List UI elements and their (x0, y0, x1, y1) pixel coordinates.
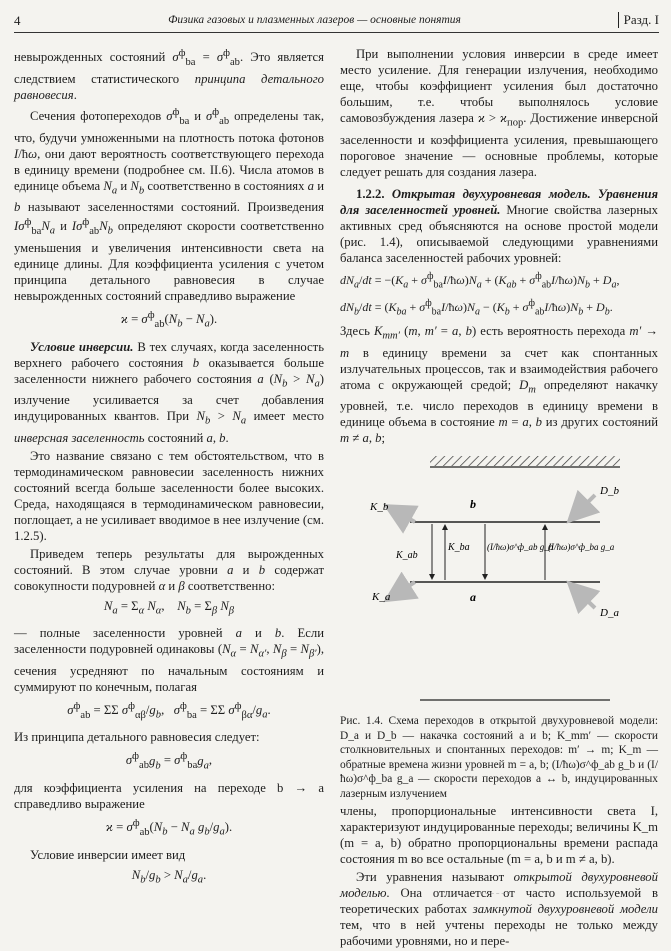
label-Ka: K_a (372, 591, 391, 604)
paragraph: Условие инверсии имеет вид (30, 848, 186, 863)
page-header (14, 9, 659, 35)
paragraph: Эти уравнения называют открытой двухуровневой моделью. Она отличается от часто используемой в теоретических работах замкнутой двухуровневой модели тем, что в ней учтены переходы не только между рабочими уровнями, но и пере- (340, 870, 658, 949)
paragraph: для коэффициента усиления на переходе b → a справедливо выражение (14, 781, 324, 812)
decay-arrow-a (390, 582, 415, 598)
page-mark (480, 889, 510, 894)
label-rate-ab: (I/ħω)σ^ф_ab g_b (487, 542, 554, 553)
paragraph: При выполнении условия инверсии в среде имеет место усиление. Для генерации излучения, необходимо еще, чтобы коэффициент усиления был достаточно большим, т.е. чтобы выполнялось условие самовозбуждения лазера $ϰ > ϰ_{пор}$. Достижение инверсной заселенности и коэффициента усиления, превышающего пороговое значение — основные проблемы, которые следует решать для создания лазера. (340, 47, 658, 179)
page-number: 4 (14, 13, 21, 28)
paragraph: Сечения фотопереходов $\sigma^ф_{ba}$ и $\sigma^ф_{ab}$ определены так, что, будучи умноженными на плотность потока фотонов I/ħω, они дают вероятность соответствующего перехода в единицу времени (подробнее см. II.6). Числа атомов в единице объема $N_a$ и $N_b$ соответственно в состояниях a и b называют заселенностями состояний. Произведения $I\sigma^ф_{ba}N_a$ и $I\sigma^ф_{ab}N_b$ определяют скорости соответственно уменьшения и увеличения интенсивности света на единице длины. Для коэффициента усиления с учетом принципа детального равновесия в случае невырожденных состояний справедливо выражение (14, 106, 325, 303)
pump-arrow-a (572, 586, 595, 608)
label-Db: D_b (600, 485, 619, 498)
right-column (340, 46, 658, 951)
section-text: Многие свойства лазерных активных сред объясняются на основе простой модели (рис. 1.4), описываемой следующими уравнениями баланса заселенностей рабочих уровней: (340, 202, 659, 265)
label-Da: D_a (600, 607, 619, 620)
label-rate-ba: (I/ħω)σ^ф_ba g_a (548, 542, 615, 553)
paragraph (340, 186, 658, 266)
paragraph: Условие инверсии. В тех случаях, когда заселенность верхнего рабочего состояния b оказывается больше заселенности нижнего рабочего состояния a $(N_b > N_a)$ излучение усиливается за счет добавления индуцированных квантов. При $N_b > N_a$ имеет место инверсная заселенность состояний a, b. (14, 339, 324, 445)
section-label: Разд. I (618, 12, 659, 28)
label-Kab: K_ab (396, 550, 418, 562)
label-Kba: K_ba (448, 542, 470, 554)
balance-equation-a: $dN_a/dt = -(K_a$ + $\sigma^ф_{ba}I/ħ\omega)N_a + (K_{ab}$ + $\sigma^ф_{ab}I/ħ\omega)N_b + D_a$, (340, 270, 620, 290)
paragraph: Здесь $K_{mm'}$ (m, m′ = a, b) есть вероятность перехода m′ → m в единицу времени за счет как спонтанных излучательных процессов, так и взаимодействия рабочего атома с окружающей средой; $D_m$ определяют накачку уровней, т.е. число переходов в единицу времени в единице объема в состояние m = a, b из других состояний m ≠ a, b; (340, 324, 659, 446)
equation-gain: $ϰ = \sigma^ф_{ab}(N_b - N_a)$. (120, 309, 218, 330)
equation-populations: $N_a = \Sigma_\alpha$ $N_\alpha$, $N_b = \Sigma_\beta$ $N_\beta$ (103, 598, 235, 617)
paragraph: члены, пропорциональные интенсивности света I, характеризуют индуцированные переходы; величины K_m (m = a, b) обратно пропорциональны времени распада состояния m во все остальные (m = a, b и m ≠ a, b). (340, 804, 658, 867)
two-level-diagram (340, 450, 658, 710)
paragraph: Из принципа детального равновесия следует: (14, 730, 260, 745)
paragraph: невырожденных состояний $\sigma^ф_{ba} = \sigma^ф_{ab}$. Это является следствием статистического принципа детального равновесия. (14, 48, 324, 102)
figure-caption: Рис. 1.4. Схема переходов в открытой двухуровневой модели: D_a и D_b — накачка состояний a и b; K_mm′ — скорости столкновительных и спонтанных переходов: m′ → m; K_m — обратные времена жизни уровней m = a, b; (I/ħω)σ^ф_ab g_b и (I/ħω)σ^ф_ba g_a — скорости переходов a ↔ b, индуцированных лазерным излучением (340, 715, 658, 800)
equation-gain-degenerate: $ϰ = \sigma^ф_{ab}(N_b - N_a$ $g_b/g_a$). (105, 818, 233, 839)
equation-cross-sections: $\sigma^ф_{ab} = \Sigma\Sigma$ $\sigma^ф_{\alpha\beta}/g_b$, $\sigma^ф_{ba} = \Sigma\Sigma$ $\sigma^ф_{\beta\alpha}/g_a$. (67, 700, 271, 721)
balance-equation-b: $dN_b/dt = (K_{ba}$ + $\sigma^ф_{ba}I/ħ\omega)N_a - (K_b$ + $\sigma^ф_{ab}I/ħ\omega)N_b + D_b$. (340, 297, 613, 318)
left-column (14, 46, 324, 895)
label-Kb: K_b (370, 501, 389, 514)
running-title: Физика газовых и плазменных лазеров — основные понятия (168, 14, 461, 26)
section-title: Открытая двухуровневая модель. Уравнения для заселенностей уровней. (340, 186, 659, 217)
section-number: 1.2.2. (356, 186, 385, 201)
continuum-hatch (430, 456, 620, 466)
header-rule (14, 32, 659, 33)
level-a-label: a (470, 590, 476, 605)
equation-detailed-balance: $\sigma^ф_{ab}g_b = \sigma^ф_{ba}g_a$, (125, 751, 213, 772)
decay-arrow-b (390, 508, 415, 522)
inversion-heading: Условие инверсии. (30, 339, 134, 354)
paragraph: Это название связано с тем обстоятельством, что в термодинамическом равновесии заселенность нижних состояний всегда больше заселенности более высоких. Среда, находящаяся в термодинамическом равновесии, поглощает, а не усиливает вводимое в нее излучение (см. 1.2.5). (14, 448, 324, 543)
paragraph: Приведем теперь результаты для вырожденных состояний. В этом случае уровни a и b содержат совокупности подуровней α и β соответственно: (14, 546, 325, 593)
figure-1-4 (340, 450, 658, 710)
equation-inversion-condition: $N_b/g_b > N_a/g_a$. (131, 868, 207, 886)
pump-arrow-b (572, 495, 595, 518)
paragraph: — полные заселенности уровней a и b. Если заселенности подуровней одинаковы ($N_\alpha = N_{\alpha'}$, $N_\beta = N_{\beta'}$), сечения усредняют по начальным состояниям и суммируют по конечным, полагая (14, 626, 325, 694)
level-b-label: b (470, 497, 476, 512)
